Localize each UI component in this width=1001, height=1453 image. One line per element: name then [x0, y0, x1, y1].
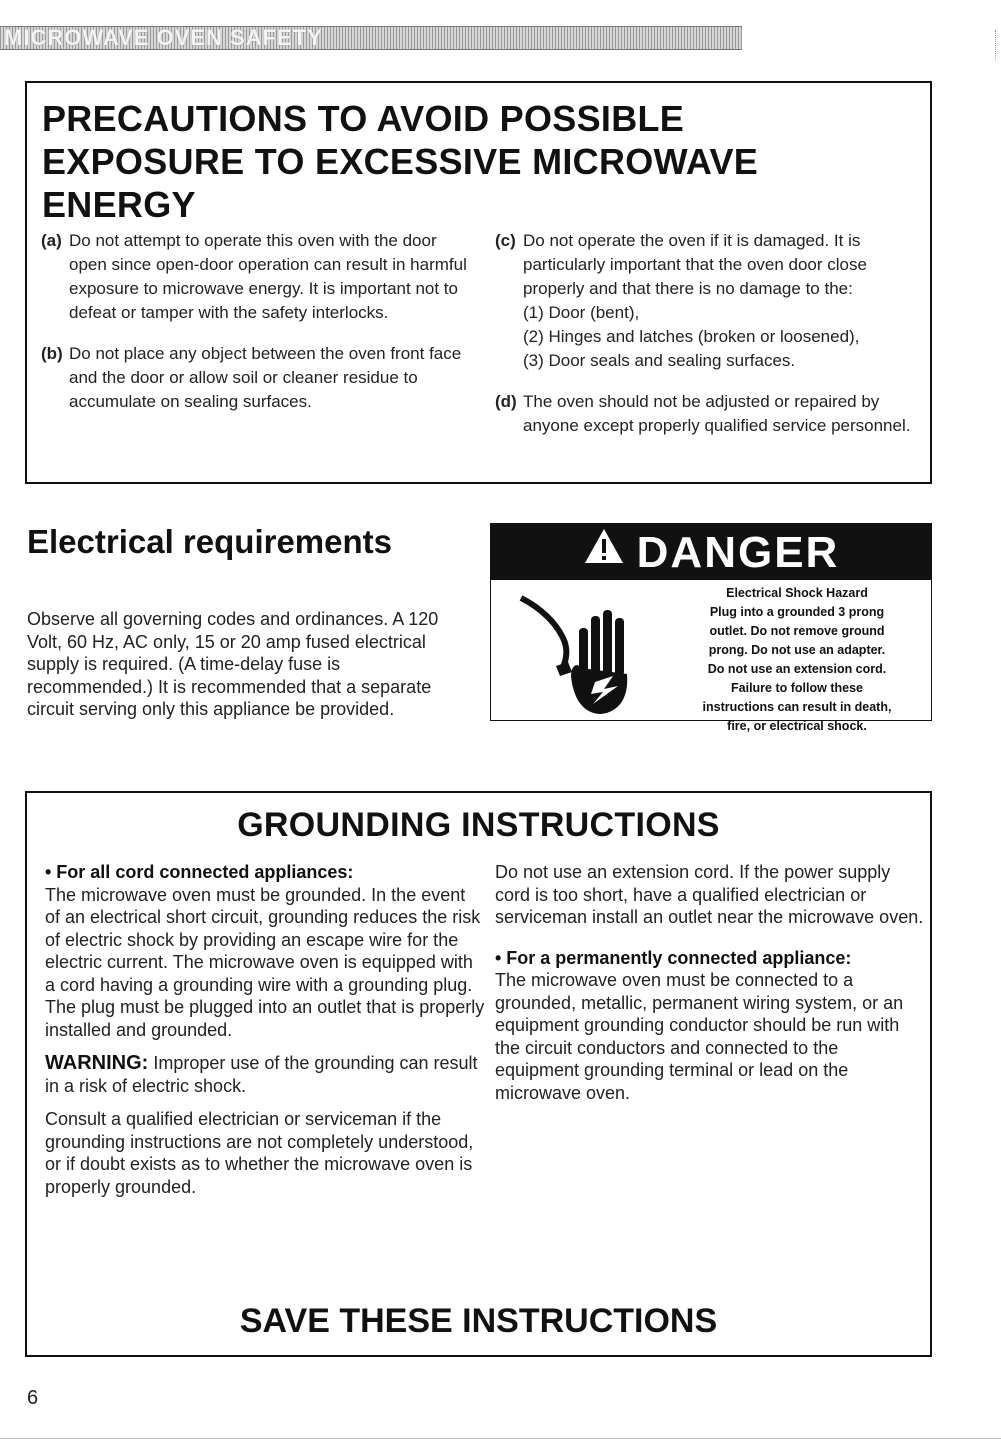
- precaution-subitem: (2) Hinges and latches (broken or loosened),: [523, 327, 860, 346]
- danger-line: fire, or electrical shock.: [727, 719, 867, 733]
- save-instructions-title: SAVE THESE INSTRUCTIONS: [239, 1302, 718, 1340]
- danger-line: prong. Do not use an adapter.: [708, 643, 886, 657]
- precautions-box: [25, 81, 932, 484]
- precaution-key: (d): [495, 392, 517, 411]
- precaution-item-a: [41, 229, 471, 325]
- precaution-text: The oven should not be adjusted or repaired by anyone except properly qualified service personnel.: [523, 392, 911, 435]
- edge-mark: [995, 30, 999, 60]
- danger-line: Electrical Shock Hazard: [726, 586, 868, 600]
- precaution-subitem: (1) Door (bent),: [523, 303, 640, 322]
- cord-body: The microwave oven must be grounded. In the event of an electrical short circuit, grounding reduces the risk of electric shock by providing an escape wire for the electric current. The microwave oven is equipped with a cord having a grounding wire with a grounding plug. The plug must be plugged into an outlet that is properly installed and grounded.: [45, 884, 485, 1040]
- grounding-box: [25, 791, 932, 1357]
- precautions-right-column: [495, 229, 915, 455]
- danger-text: [669, 584, 925, 736]
- precautions-left-column: [41, 229, 471, 431]
- warning-triangle-icon: [583, 522, 625, 580]
- danger-line: instructions can result in death,: [702, 700, 892, 714]
- precaution-key: (a): [41, 231, 62, 250]
- precaution-item-d: [495, 390, 915, 438]
- danger-banner-label: DANGER: [636, 528, 840, 577]
- section-header-band: [0, 26, 742, 50]
- footer-rule: [0, 1438, 1001, 1439]
- grounding-title: GROUNDING INSTRUCTIONS: [237, 806, 720, 844]
- danger-line: Do not use an extension cord.: [707, 662, 887, 676]
- cord-section: [45, 861, 485, 1041]
- precaution-key: (b): [41, 344, 63, 363]
- electrical-title: Electrical requirements: [27, 523, 392, 560]
- section-header-label: MICROWAVE OVEN SAFETY: [4, 25, 323, 50]
- warning-body: Improper use of the grounding can result in a risk of electric shock.: [45, 1053, 478, 1096]
- precaution-item-b: [41, 342, 471, 414]
- danger-line: Plug into a grounded 3 prong: [709, 605, 885, 619]
- warning-label: WARNING:: [45, 1052, 149, 1074]
- permanent-section: [495, 947, 925, 1105]
- precautions-title: PRECAUTIONS TO AVOID POSSIBLE EXPOSURE TO EXCESSIVE MICROWAVE ENERGY: [42, 98, 759, 225]
- grounding-right-column: [495, 861, 925, 1115]
- electrical-body: Observe all governing codes and ordinances. A 120 Volt, 60 Hz, AC only, 15 or 20 amp fused electrical supply is required. (A time-delay fuse is recommended.) It is recommended that a separate circuit serving only this appliance be provided.: [27, 609, 439, 719]
- precaution-key: (c): [495, 231, 516, 250]
- hand-shock-plug-icon: [511, 588, 661, 718]
- precaution-text: Do not operate the oven if it is damaged. It is particularly important that the oven door close properly and that there is no damage to the:: [523, 231, 867, 298]
- precaution-subitem: (3) Door seals and sealing surfaces.: [523, 351, 796, 370]
- permanent-body: The microwave oven must be connected to a grounded, metallic, permanent wiring system, or an equipment grounding conductor should be run with the circuit conductors and connected to the equipment grounding terminal or lead on the microwave oven.: [495, 970, 904, 1103]
- danger-line: Failure to follow these: [731, 681, 863, 695]
- precaution-item-c: [495, 229, 915, 373]
- danger-box: [490, 523, 932, 733]
- cord-heading: • For all cord connected appliances:: [45, 862, 354, 882]
- permanent-heading: • For a permanently connected appliance:: [495, 947, 852, 968]
- grounding-left-column: [45, 861, 485, 1209]
- page-number: 6: [27, 1387, 39, 1409]
- danger-line: outlet. Do not remove ground: [709, 624, 885, 638]
- warning-section: [45, 1052, 485, 1097]
- consult-text: Consult a qualified electrician or serviceman if the grounding instructions are not completely understood, or if doubt exists as to whether the microwave oven is properly grounded.: [45, 1109, 474, 1197]
- precaution-text: Do not place any object between the oven front face and the door or allow soil or cleaner residue to accumulate on sealing surfaces.: [69, 344, 462, 411]
- danger-banner: [491, 524, 931, 580]
- precaution-text: Do not attempt to operate this oven with the door open since open-door operation can result in harmful exposure to microwave energy. It is important not to defeat or tamper with the safety interlocks.: [69, 231, 467, 322]
- extension-text: Do not use an extension cord. If the power supply cord is too short, have a qualified electrician or serviceman install an outlet near the microwave oven.: [495, 862, 924, 927]
